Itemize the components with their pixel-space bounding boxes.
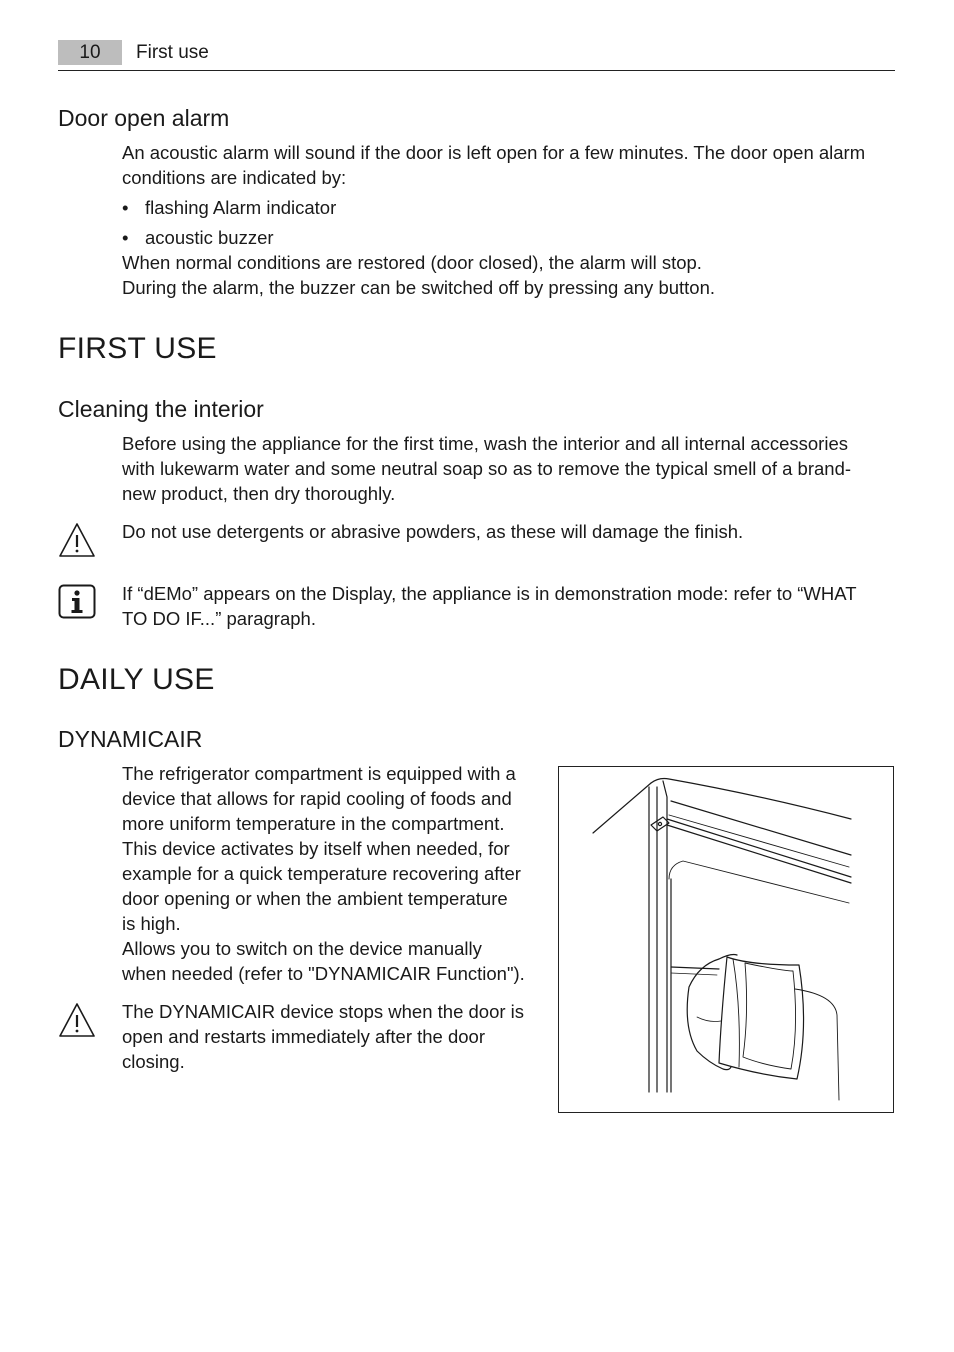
title-daily-use: DAILY USE bbox=[58, 663, 215, 696]
dynamicair-line: device that allows for rapid cooling of foods and bbox=[122, 788, 512, 809]
warning-triangle-icon bbox=[58, 522, 96, 558]
bullet-item bbox=[122, 195, 336, 220]
door-alarm-buzzer-off: During the alarm, the buzzer can be switched off by pressing any button. bbox=[122, 277, 716, 298]
dynamicair-warning-line: closing. bbox=[122, 1051, 185, 1072]
info-icon bbox=[58, 584, 96, 620]
dynamicair-line: The refrigerator compartment is equipped with a bbox=[122, 763, 516, 784]
bullet-dot: • bbox=[122, 227, 129, 248]
dynamicair-line: This device activates by itself when needed, for bbox=[122, 838, 510, 859]
dynamicair-warning-line: open and restarts immediately after the door bbox=[122, 1026, 485, 1047]
heading-dynamicair: DYNAMICAIR bbox=[58, 726, 203, 752]
bullet-dot: • bbox=[122, 197, 129, 218]
header-rule bbox=[58, 70, 895, 71]
dynamicair-line: example for a quick temperature recovering after bbox=[122, 863, 521, 884]
door-alarm-restore: When normal conditions are restored (door closed), the alarm will stop. bbox=[122, 252, 702, 273]
warning-detergents: Do not use detergents or abrasive powders, as these will damage the finish. bbox=[122, 521, 744, 542]
running-header: First use bbox=[136, 42, 209, 63]
dynamicair-warning-line: The DYNAMICAIR device stops when the door is bbox=[122, 1001, 525, 1022]
bullet-text: acoustic buzzer bbox=[145, 227, 274, 248]
bullet-item bbox=[122, 225, 274, 250]
dynamicair-line: Allows you to switch on the device manually bbox=[122, 938, 482, 959]
bullet-text: flashing Alarm indicator bbox=[145, 197, 337, 218]
dynamicair-line: more uniform temperature in the compartment. bbox=[122, 813, 505, 834]
dynamicair-line: is high. bbox=[122, 913, 181, 934]
heading-door-open-alarm: Door open alarm bbox=[58, 105, 230, 131]
info-demo-line: TO DO IF...” paragraph. bbox=[122, 608, 316, 629]
info-demo-line: If “dEMo” appears on the Display, the appliance is in demonstration mode: refer to “WHAT bbox=[122, 583, 857, 604]
page-number: 10 bbox=[58, 40, 122, 65]
warning-triangle-icon bbox=[58, 1002, 96, 1038]
door-alarm-intro: An acoustic alarm will sound if the door is left open for a few minutes. The door open alarm conditions are indicated by: bbox=[122, 142, 866, 188]
title-first-use: FIRST USE bbox=[58, 332, 217, 365]
cleaning-body-line: Before using the appliance for the first time, wash the interior and all internal accessories bbox=[122, 433, 848, 454]
heading-cleaning-interior: Cleaning the interior bbox=[58, 396, 264, 422]
dynamicair-illustration bbox=[558, 766, 894, 1113]
cleaning-body-line: with lukewarm water and some neutral soap so as to remove the typical smell of a brand- bbox=[122, 458, 852, 479]
cleaning-body-line: new product, then dry thoroughly. bbox=[122, 483, 396, 504]
dynamicair-line: when needed (refer to "DYNAMICAIR Function"). bbox=[122, 963, 525, 984]
dynamicair-line: door opening or when the ambient temperature bbox=[122, 888, 508, 909]
